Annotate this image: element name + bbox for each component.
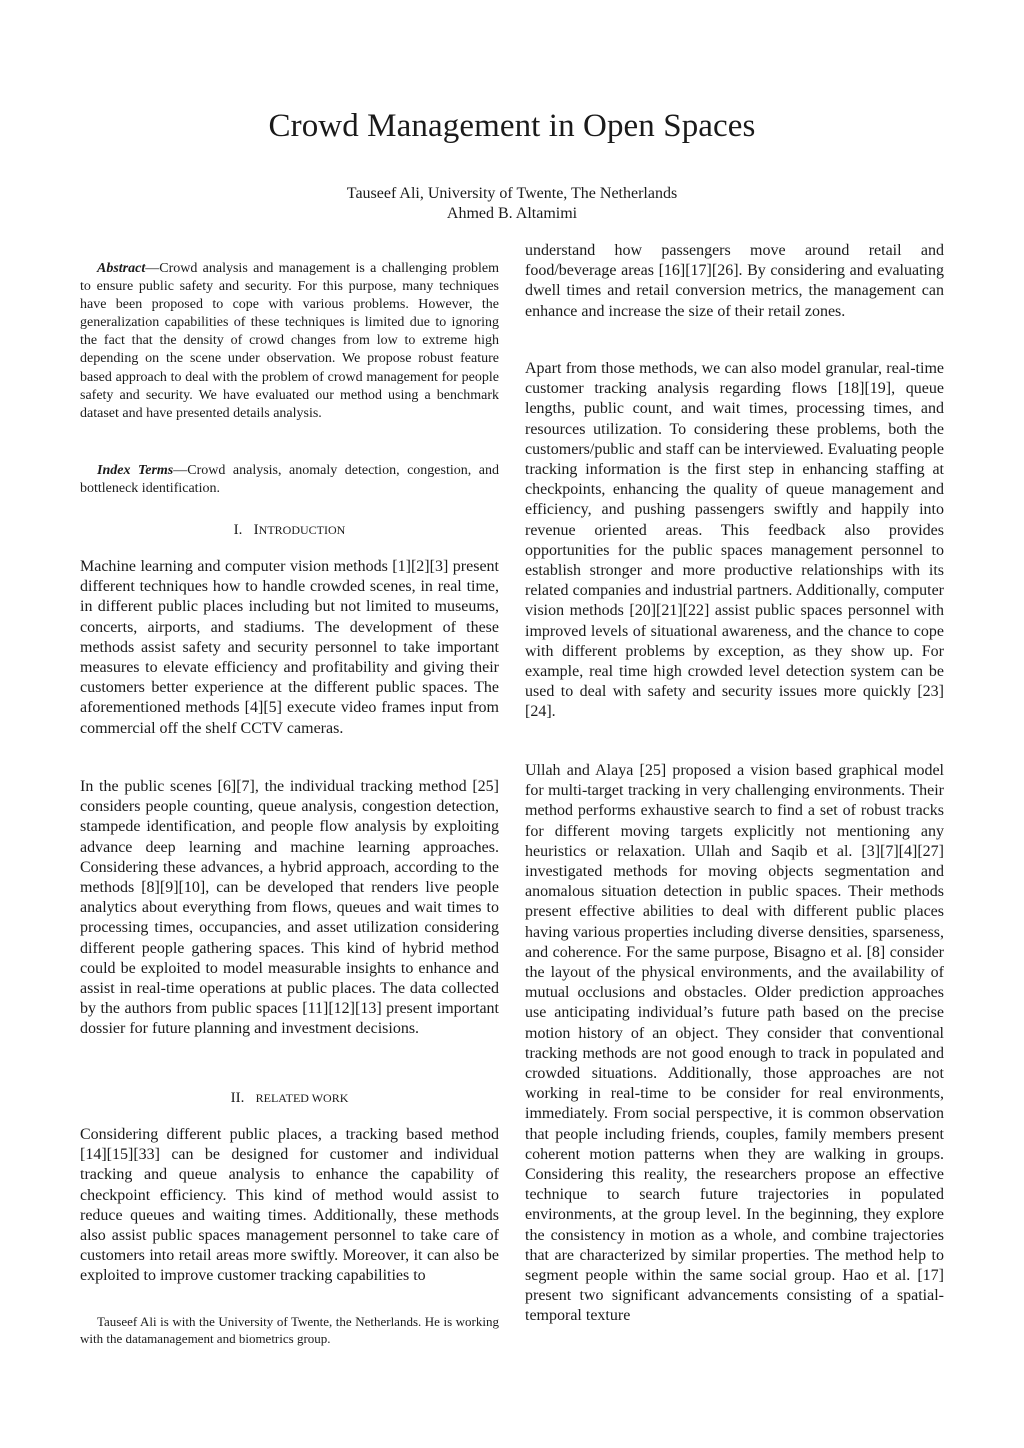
abstract-text: Crowd analysis and management is a challenging problem to ensure public safety and security. For this purpose, many techniques have been proposed to cope with various problems. However, the generalization capabilities of these techniques is limited due to ignoring the fact that the density of crowd changes from low to extreme high depending on the scene under observation. We propose robust feature based approach to deal with the problem of crowd management for people safety and security. We have evaluated our method using a benchmark dataset and have presented details analysis. xyxy=(80,261,499,421)
section-number: II. xyxy=(230,1090,245,1106)
right-paragraph-2: Apart from those methods, we can also model granular, real-time customer tracking analysis regarding flows [18][19], queue lengths, public count, and wait times, processing times, and resources utilization. To considering these problems, both the customers/public and staff can be interviewed. Evaluating people tracking information is the first step in enhancing staffing at checkpoints, enhancing the quality of queue management and efficiency, and pushing passengers swiftly and happily into revenue oriented areas. This feedback also provides opportunities for the public spaces management personnel to establish stronger and more productive relationships with its related companies and industrial partners. Additionally, computer vision methods [20][21][22] assist public spaces personnel with improved levels of situational awareness, and the chance to cope with different problems by exception, as they show up. For example, real time high crowded level detection system can be used to deal with safety and security issues more quickly [23][24]. xyxy=(525,360,944,721)
index-terms-dash: — xyxy=(173,463,188,478)
intro-paragraph-2: In the public scenes [6][7], the individual tracking method [25] considers people counting, queue analysis, congestion detection, stampede identification, and people flow analysis by exploiting advance deep learning and machine learning approaches. Considering these advances, a hybrid approach, according to the methods [8][9][10], can be developed that renders live people analytics about everything from flows, queues and wait times to processing times, occupancies, and asset utilization considering different people gathering spaces. This kind of hybrid method could be exploited to model measurable insights to enhance and assist in real-time operations at public places. The data collected by the authors from public spaces [11][12][13] present important dossier for future planning and investment decisions. xyxy=(80,778,499,1038)
paper-title: Crowd Management in Open Spaces xyxy=(268,108,756,144)
author-line-1: Tauseef Ali, University of Twente, The Netherlands xyxy=(346,185,678,202)
section-number: I. xyxy=(233,522,243,538)
author-line-2: Ahmed B. Altamimi xyxy=(446,205,578,222)
author-footnote: Tauseef Ali is with the University of Twente, the Netherlands. He is working with the datamanagement and biometrics group. xyxy=(80,1314,499,1346)
abstract-dash: — xyxy=(145,261,160,276)
section-title-rest: NTRODUCTION xyxy=(258,523,346,537)
section-first-letter: I xyxy=(253,522,259,538)
index-terms-text: Crowd analysis, anomaly detection, congestion, and bottleneck identification. xyxy=(80,463,499,497)
index-terms xyxy=(80,462,499,498)
right-paragraph-1: understand how passengers move around retail and food/beverage areas [16][17][26]. By considering and evaluating dwell times and retail conversion metrics, the management can enhance and increase the size of their retail zones. xyxy=(525,242,944,320)
right-paragraph-3: Ullah and Alaya [25] proposed a vision based graphical model for multi-target tracking in very challenging environments. Their method performs exhaustive search to find a set of robust tracks for different moving targets explicitly not mentioning any heuristics or relaxation. Ullah and Saqib et al. [3][7][4][27] investigated methods for moving objects segmentation and anomalous situation detection in public spaces. Their methods present effective abilities to deal with different public places having various properties including diverse densities, sparseness, and coherence. For the same purpose, Bisagno et al. [8] consider the layout of the physical environments, and the availability of mutual occlusions and obstacles. Older prediction approaches use anticipating individual’s future path based on the precise motion history of an object. They consider that conventional tracking methods are not good enough to track in populated and crowded situations. Additionally, those approaches are not working in real-time to be consider for real environments, immediately. From social perspective, it is common observation that people including friends, couples, family members present coherent motion patterns when they are walking in groups. Considering this reality, the researchers propose an effective technique to search future trajectories in populated environments, at the group level. In the beginning, they explore the consistency in motion as a whole, and combine trajectories that are characterized by similar properties. The method help to segment people within the same social group. Hao et al. [17] present two significant advancements consisting of a spatial-temporal texture xyxy=(525,762,944,1325)
author-block xyxy=(0,184,1024,224)
related-work-paragraph-1: Considering different public places, a tracking based method [14][15][33] can be designed for customer and individual tracking and queue analysis to enhance the capability of checkpoint efficiency. This kind of method would assist to reduce queues and waiting times. Additionally, these methods also assist public spaces management personnel to take care of customers into retail areas more swiftly. Moreover, it can also be exploited to improve customer tracking capabilities to xyxy=(80,1126,499,1285)
section-title-rest: RELATED WORK xyxy=(255,1091,349,1105)
section-heading-introduction xyxy=(80,522,499,539)
intro-paragraph-1: Machine learning and computer vision methods [1][2][3] present different techniques how to handle crowded scenes, in real time, in different public places including but not limited to museums, concerts, airports, and stadiums. The development of these methods assist safety and security personnel to take important measures to elevate efficiency and profitability and giving their customers better experience at the different public spaces. The aforementioned methods [4][5] execute video frames input from commercial off the shelf CCTV cameras. xyxy=(80,558,499,737)
abstract xyxy=(80,260,499,423)
index-terms-label: Index Terms xyxy=(97,463,174,478)
abstract-label: Abstract xyxy=(97,261,146,276)
section-heading-related-work xyxy=(80,1090,499,1107)
